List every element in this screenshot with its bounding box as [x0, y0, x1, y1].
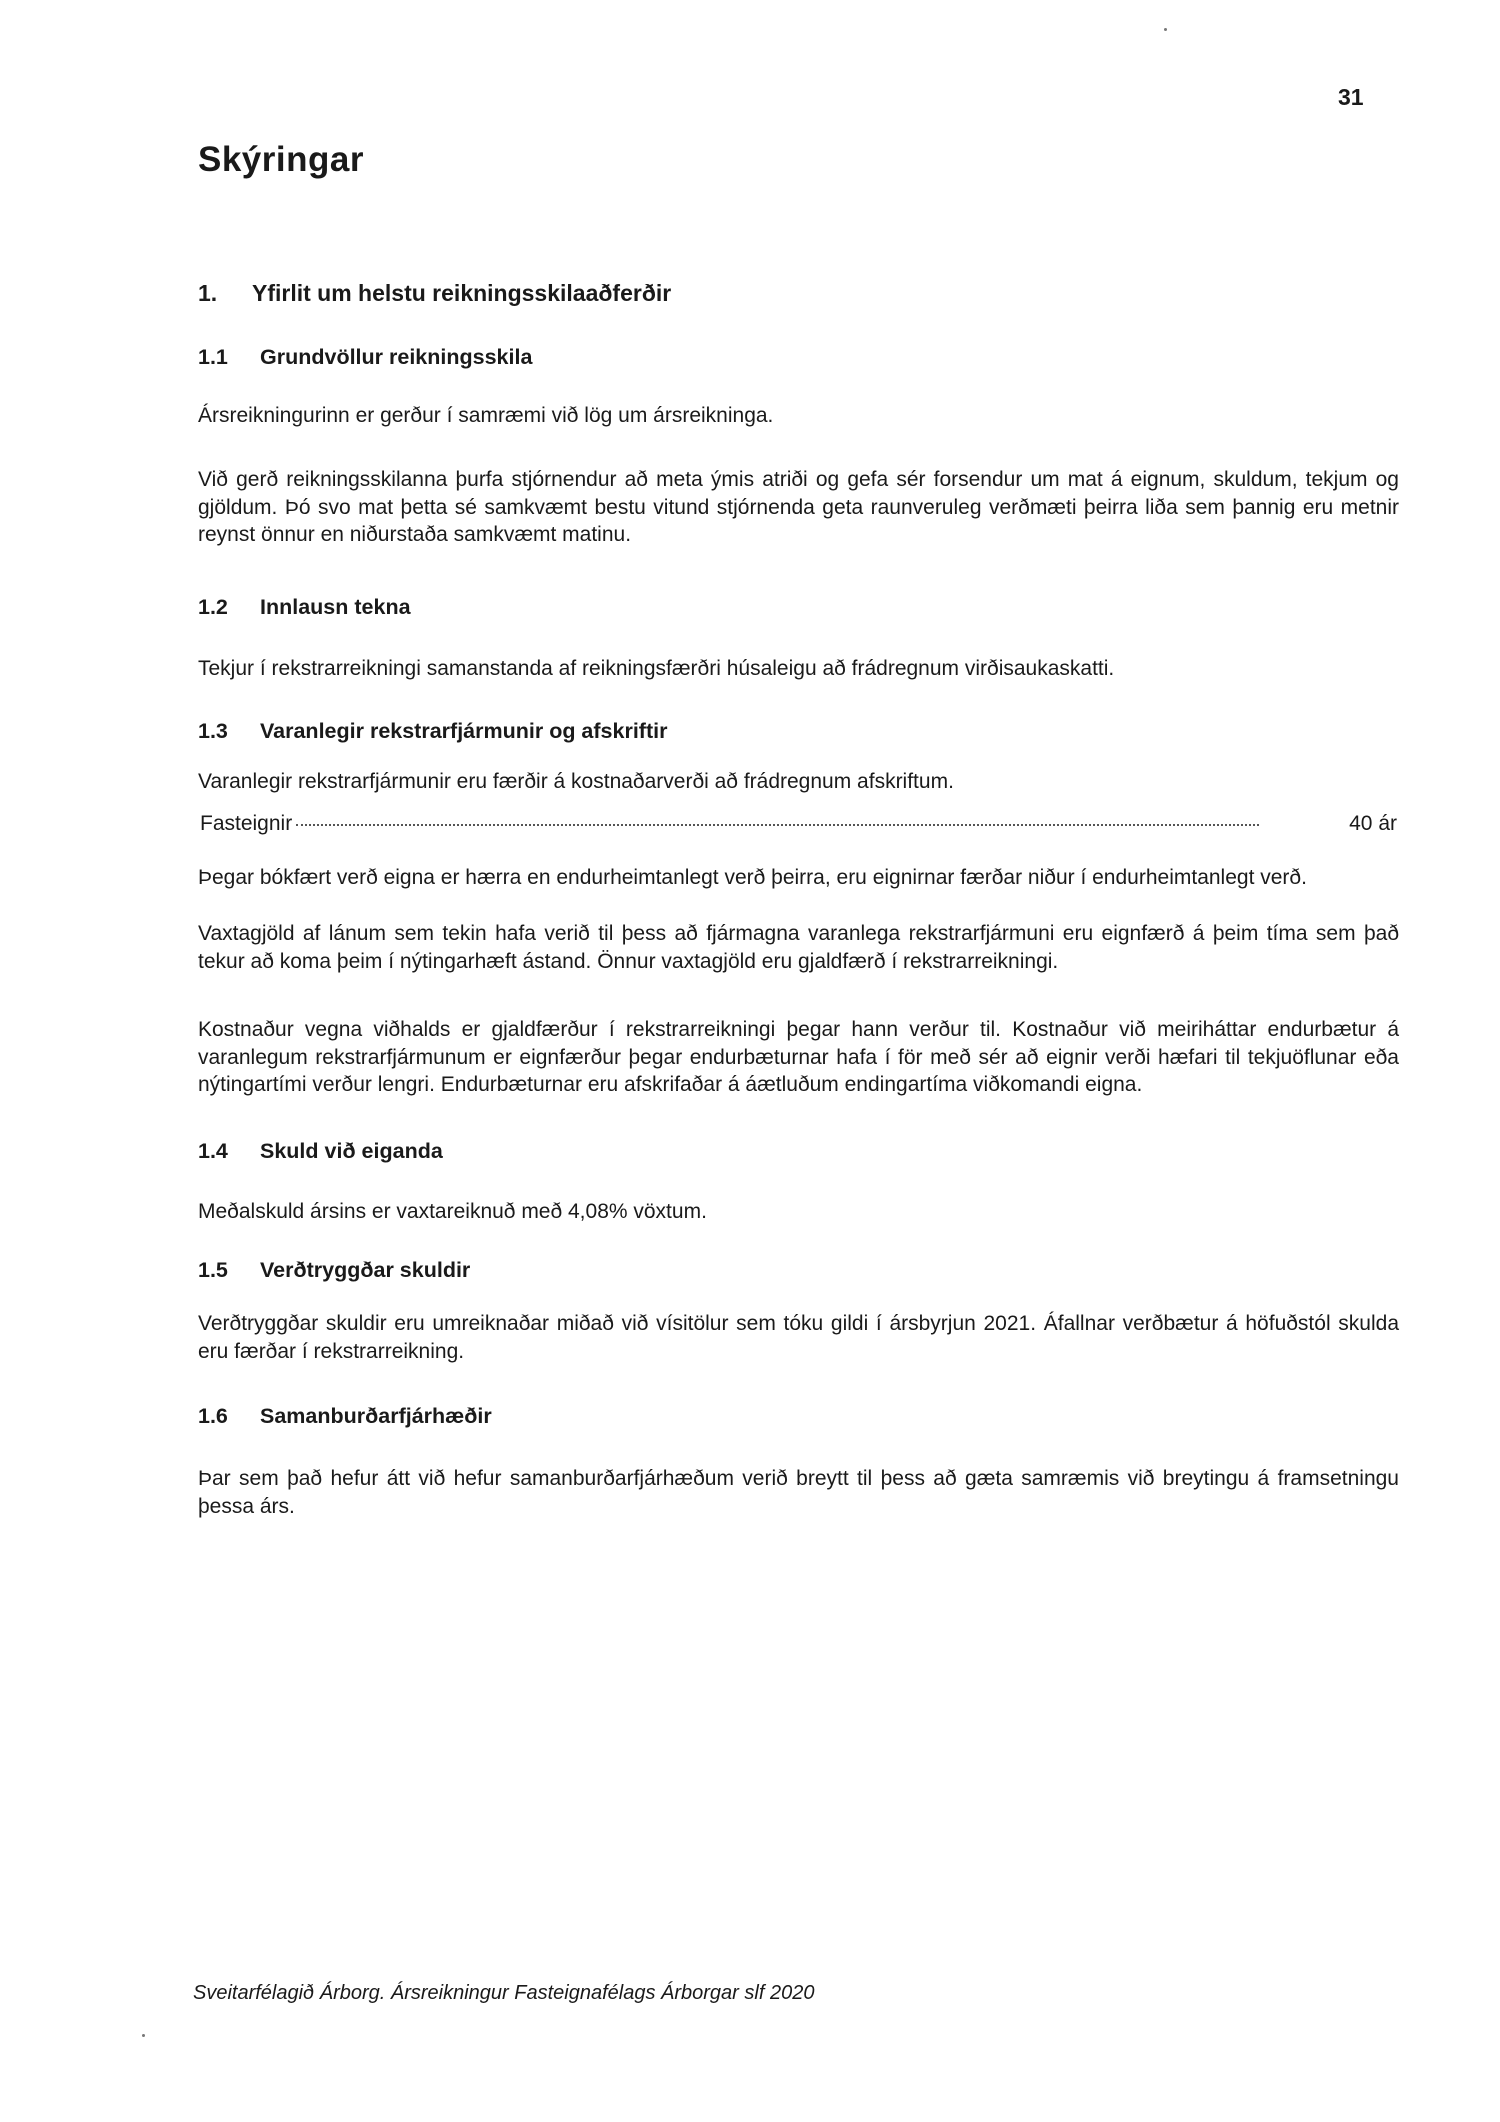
section-1-5-title: Verðtryggðar skuldir	[260, 1258, 471, 1282]
section-1-3-heading	[198, 719, 667, 744]
section-1-1-heading	[198, 345, 532, 370]
section-1-1-paragraph-1: Ársreikningurinn er gerður í samræmi við lög um ársreikninga.	[198, 404, 774, 427]
section-1-2-number: 1.2	[198, 595, 228, 619]
section-1-4-title: Skuld við eiganda	[260, 1139, 443, 1163]
section-1-3-paragraph-1: Varanlegir rekstrarfjármunir eru færðir á kostnaðarverði að frádregnum afskriftum.	[198, 770, 954, 793]
section-1-6-paragraph-1: Þar sem það hefur átt við hefur samanburðarfjárhæðum verið breytt til þess að gæta samræmis við breytingu á framsetningu þessa árs.	[198, 1467, 1399, 1518]
section-1-3-number: 1.3	[198, 719, 228, 743]
section-1-6-number: 1.6	[198, 1404, 228, 1428]
section-1-4-number: 1.4	[198, 1139, 228, 1163]
section-1-4-paragraph-1: Meðalskuld ársins er vaxtareiknuð með 4,08% vöxtum.	[198, 1200, 707, 1223]
section-1-6-title: Samanburðarfjárhæðir	[260, 1404, 492, 1428]
page-title: Skýringar	[198, 140, 364, 179]
section-1-1-number: 1.1	[198, 345, 228, 369]
section-1-5-paragraph-1: Verðtryggðar skuldir eru umreiknaðar miðað við vísitölur sem tóku gildi í ársbyrjun 2021. Áfallnar verðbætur á höfuðstól skulda eru færðar í rekstrarreikning.	[198, 1312, 1399, 1363]
depreciation-row	[200, 812, 1397, 836]
page-number: 31	[1338, 84, 1364, 110]
section-1-title: Yfirlit um helstu reikningsskilaaðferðir	[252, 280, 672, 306]
section-1-3-paragraph-3: Vaxtagjöld af lánum sem tekin hafa verið til þess að fjármagna varanlega rekstrarfjármuni eru eignfærð á þeim tíma sem það tekur að koma þeim í nýtingarhæft ástand. Önnur vaxtagjöld eru gjaldfærð í rekstrarreikningi.	[198, 922, 1399, 973]
section-1-3-title: Varanlegir rekstrarfjármunir og afskriftir	[260, 719, 668, 743]
section-1-3-paragraph-4: Kostnaður vegna viðhalds er gjaldfærður í rekstrarreikningi þegar hann verður til. Kostnaður við meiriháttar endurbætur á varanlegum rekstrarfjármunum er eignfærður þegar endurbæturnar hafa í för með sér að eignir verði hæfari til tekjuöflunar eða nýtingartími verður lengri. Endurbæturnar eru afskrifaðar á áætluðum endingartíma viðkomandi eigna.	[198, 1018, 1399, 1096]
footer-text: Sveitarfélagið Árborg. Ársreikningur Fasteignafélags Árborgar slf 2020	[193, 1982, 815, 2004]
scan-speck	[1164, 28, 1167, 31]
section-1-2-paragraph-1: Tekjur í rekstrarreikningi samanstanda af reikningsfærðri húsaleigu að frádregnum virðisaukaskatti.	[198, 657, 1115, 680]
section-1-heading	[198, 280, 671, 307]
section-1-1-title: Grundvöllur reikningsskila	[260, 345, 533, 369]
section-1-6-heading	[198, 1404, 492, 1429]
section-1-5-number: 1.5	[198, 1258, 228, 1282]
dot-leader	[296, 823, 1259, 826]
depreciation-row-value: 40 ár	[1349, 812, 1397, 835]
section-1-4-heading	[198, 1139, 443, 1164]
section-1-2-heading	[198, 595, 411, 620]
section-1-5-heading	[198, 1258, 470, 1283]
scan-speck	[142, 2034, 145, 2037]
section-1-number: 1.	[198, 280, 218, 306]
section-1-2-title: Innlausn tekna	[260, 595, 411, 619]
section-1-1-paragraph-2: Við gerð reikningsskilanna þurfa stjórnendur að meta ýmis atriði og gefa sér forsendur um mat á eignum, skuldum, tekjum og gjöldum. Þó svo mat þetta sé samkvæmt bestu vitund stjórnenda geta raunveruleg verðmæti þeirra liða sem þannig eru metnir reynst önnur en niðurstaða samkvæmt matinu.	[198, 468, 1399, 546]
depreciation-row-label: Fasteignir	[200, 812, 293, 835]
section-1-3-paragraph-2: Þegar bókfært verð eigna er hærra en endurheimtanlegt verð þeirra, eru eignirnar færðar niður í endurheimtanlegt verð.	[198, 866, 1307, 889]
